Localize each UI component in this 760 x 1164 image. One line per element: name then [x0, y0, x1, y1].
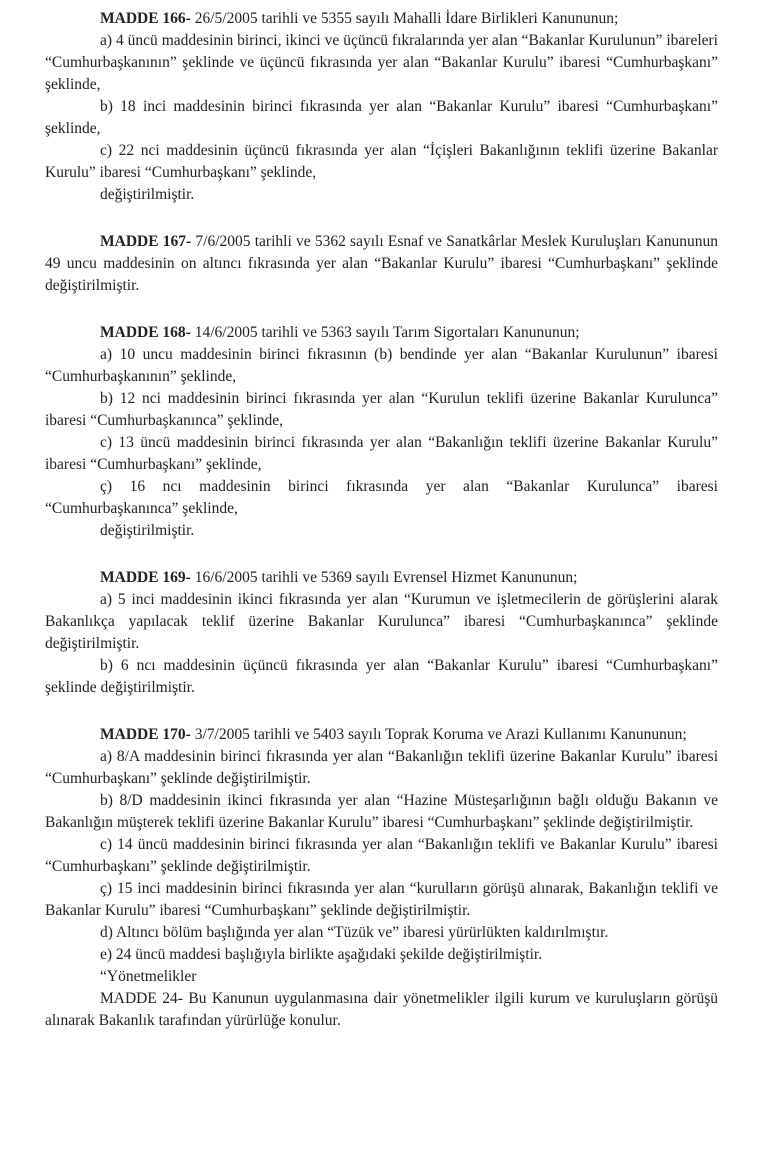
article-168 — [45, 322, 718, 542]
clause-c: c) 22 nci maddesinin üçüncü fıkrasında yer alan “İçişleri Bakanlığının teklifi üzerine Bakanlar Kurulu” ibaresi “Cumhurbaşkanı” şeklinde, — [45, 142, 718, 181]
clause-a: a) 10 uncu maddesinin birinci fıkrasının (b) bendinde yer alan “Bakanlar Kurulunun” ibaresi “Cumhurbaşkanının” şeklinde, — [45, 346, 718, 385]
article-166 — [45, 8, 718, 206]
clause-a: a) 5 inci maddesinin ikinci fıkrasında yer alan “Kurumun ve işletmecilerin de görüşlerini alarak Bakanlıkça yapılacak teklif üzerine Bakanlar Kurulunca” ibaresi “Cumhurbaşkanınca” şeklinde değiştirilmiştir. — [45, 591, 718, 652]
article-170 — [45, 724, 718, 1032]
clause-b: b) 18 inci maddesinin birinci fıkrasında yer alan “Bakanlar Kurulu” ibaresi “Cumhurbaşkanı” şeklinde, — [45, 98, 718, 137]
clause-b: b) 6 ncı maddesinin üçüncü fıkrasında yer alan “Bakanlar Kurulu” ibaresi “Cumhurbaşkanı” şeklinde değiştirilmiştir. — [45, 657, 718, 696]
clause-c: c) 14 üncü maddesinin birinci fıkrasında yer alan “Bakanlığın teklifi ve Bakanlar Kurulu” ibaresi “Cumhurbaşkanı” şeklinde değiştirilmiştir. — [45, 836, 718, 875]
clause-c: c) 13 üncü maddesinin birinci fıkrasında yer alan “Bakanlığın teklifi üzerine Bakanlar Kurulu” ibaresi “Cumhurbaşkanı” şeklinde, — [45, 434, 718, 473]
article-intro — [45, 231, 718, 297]
article-169 — [45, 567, 718, 699]
article-title: MADDE 169- — [100, 569, 191, 586]
article-intro-text: 3/7/2005 tarihli ve 5403 sayılı Toprak Koruma ve Arazi Kullanımı Kanununun; — [190, 726, 687, 743]
clause-cc: ç) 16 ncı maddesinin birinci fıkrasında yer alan “Bakanlar Kurulunca” ibaresi “Cumhurbaşkanınca” şeklinde, — [45, 478, 718, 517]
clause-d: d) Altıncı bölüm başlığında yer alan “Tüzük ve” ibaresi yürürlükten kaldırılmıştır. — [100, 924, 609, 941]
article-167 — [45, 231, 718, 297]
article-title: MADDE 168- — [100, 324, 191, 341]
clause-b: b) 8/D maddesinin ikinci fıkrasında yer alan “Hazine Müsteşarlığının bağlı olduğu Bakanın ve Bakanlığın müşterek teklifi üzerine Bakanlar Kurulu” ibaresi “Cumhurbaşkanı” şeklinde değiştirilmiştir. — [45, 792, 718, 831]
article-intro-text: 14/6/2005 tarihli ve 5363 sayılı Tarım Sigortaları Kanununun; — [190, 324, 580, 341]
article-intro — [45, 567, 718, 589]
clause-a: a) 8/A maddesinin birinci fıkrasında yer alan “Bakanlığın teklifi üzerine Bakanlar Kurulu” ibaresi “Cumhurbaşkanı” şeklinde değiştirilmiştir. — [45, 748, 718, 787]
article-title: MADDE 166- — [100, 10, 191, 27]
article-intro-text: 16/6/2005 tarihli ve 5369 sayılı Evrensel Hizmet Kanununun; — [190, 569, 578, 586]
article-intro — [45, 322, 718, 344]
quoted-article-24: MADDE 24- Bu Kanunun uygulanmasına dair yönetmelikler ilgili kurum ve kuruluşların görüşü alınarak Bakanlık tarafından yürürlüğe konulur. — [45, 990, 718, 1029]
clause-b: b) 12 nci maddesinin birinci fıkrasında yer alan “Kurulun teklifi üzerine Bakanlar Kurulunca” ibaresi “Cumhurbaşkanınca” şeklinde, — [45, 390, 718, 429]
clause-cc: ç) 15 inci maddesinin birinci fıkrasında yer alan “kurulların görüşü alınarak, Bakanlığın teklifi ve Bakanlar Kurulu” ibaresi “Cumhurbaşkanı” şeklinde değiştirilmiştir. — [45, 880, 718, 919]
article-title: MADDE 167- — [100, 233, 192, 250]
article-intro — [45, 8, 718, 30]
article-intro-text: 26/5/2005 tarihli ve 5355 sayılı Mahalli İdare Birlikleri Kanununun; — [190, 10, 619, 27]
article-intro — [45, 724, 718, 746]
article-intro-text: 7/6/2005 tarihli ve 5362 sayılı Esnaf ve Sanatkârlar Meslek Kuruluşları Kanununun 49 uncu maddesinin on altıncı fıkrasında yer alan “Bakanlar Kurulu” ibaresi “Cumhurbaşkanı” şeklinde değiştirilmiştir. — [45, 233, 718, 294]
quoted-heading: “Yönetmelikler — [100, 968, 197, 985]
article-closing: değiştirilmiştir. — [100, 522, 195, 539]
article-closing: değiştirilmiştir. — [100, 186, 195, 203]
clause-a: a) 4 üncü maddesinin birinci, ikinci ve üçüncü fıkralarında yer alan “Bakanlar Kurulunun” ibareleri “Cumhurbaşkanının” şeklinde ve üçüncü fıkrasında yer alan “Bakanlar Kurulu” ibaresi “Cumhurbaşkanı” şeklinde, — [45, 32, 718, 93]
article-title: MADDE 170- — [100, 726, 191, 743]
clause-e: e) 24 üncü maddesi başlığıyla birlikte aşağıdaki şekilde değiştirilmiştir. — [100, 946, 543, 963]
